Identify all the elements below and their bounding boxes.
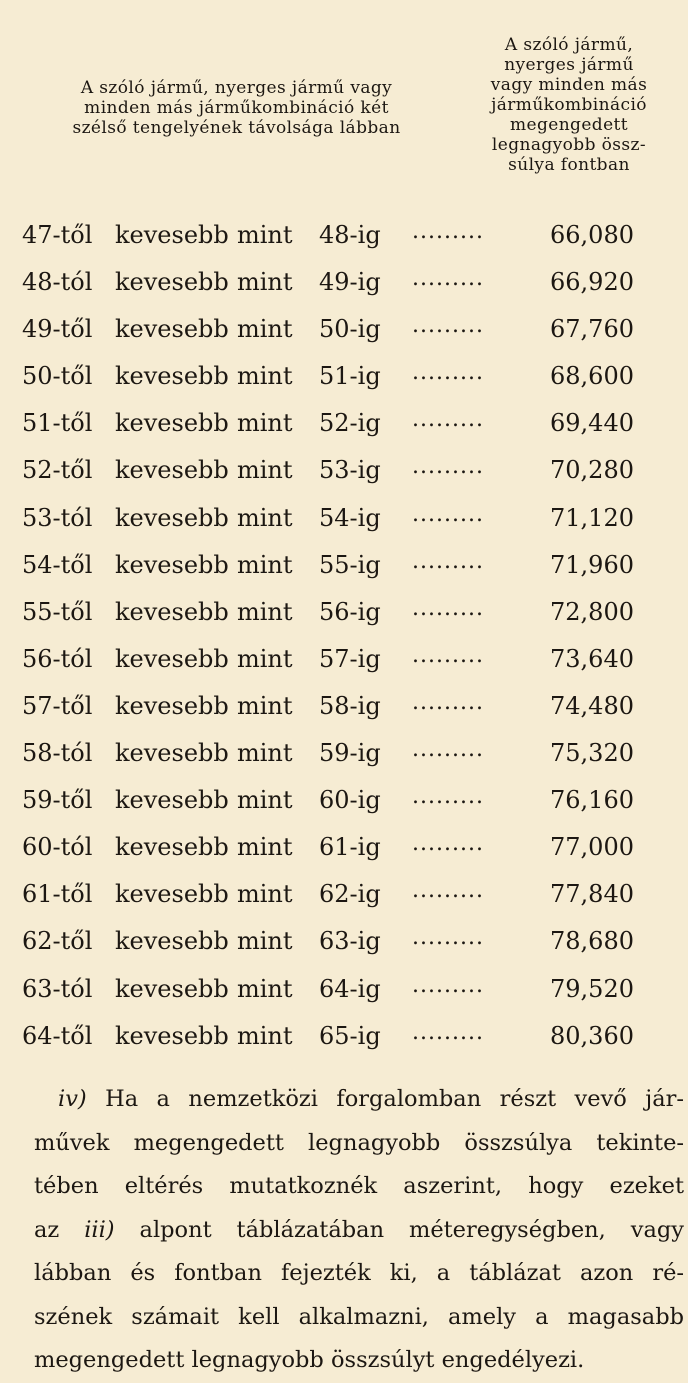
table-row — [22, 262, 672, 309]
range-from-cell: 53-tól — [22, 503, 93, 532]
leader-dots: ......... — [412, 831, 484, 857]
max-weight-cell: 80,360 — [550, 1021, 634, 1050]
leader-dots: ......... — [412, 407, 484, 433]
range-to-cell: 54-ig — [319, 503, 381, 532]
range-word-cell: kevesebb — [115, 644, 229, 673]
table-row — [22, 780, 672, 827]
range-to-cell: 49-ig — [319, 268, 381, 297]
range-word-cell: kevesebb — [115, 974, 229, 1003]
range-word-cell: mint — [237, 503, 293, 532]
range-to-cell: 50-ig — [319, 315, 381, 344]
range-from-cell: 49-től — [22, 315, 93, 344]
range-to-cell: 60-ig — [319, 786, 381, 815]
range-word-cell: mint — [237, 268, 293, 297]
range-from-cell: 60-tól — [22, 833, 93, 862]
range-from-cell: 61-től — [22, 880, 93, 909]
header-left-line: minden más járműkombináció két — [84, 98, 389, 118]
leader-dots: ......... — [412, 313, 484, 339]
range-word-cell: mint — [237, 927, 293, 956]
paragraph-line — [34, 1078, 684, 1122]
max-weight-cell: 66,920 — [550, 268, 634, 297]
range-word-cell: mint — [237, 456, 293, 485]
range-to-cell: 61-ig — [319, 833, 381, 862]
paragraph-line: lábban és fontban fejezték ki, a táblázat azon ré- — [34, 1260, 684, 1286]
table-row — [22, 592, 672, 639]
max-weight-cell: 77,840 — [550, 880, 634, 909]
range-word-cell: mint — [237, 221, 293, 249]
range-from-cell: 55-től — [22, 597, 93, 626]
paragraph-text: Ha a nemzetközi forgalomban részt vevő jár- — [105, 1086, 685, 1112]
range-word-cell: mint — [237, 739, 293, 768]
paragraph-line: művek megengedett legnagyobb összsúlya tekinte- — [34, 1129, 684, 1156]
table-row — [22, 686, 672, 733]
max-weight-cell: 78,680 — [550, 927, 634, 956]
max-weight-cell: 72,800 — [550, 597, 634, 626]
max-weight-cell: 77,000 — [550, 833, 634, 862]
range-to-cell: 56-ig — [319, 597, 381, 626]
header-right-line: legnagyobb össz- — [491, 135, 647, 155]
range-word-cell: kevesebb — [115, 597, 229, 626]
range-from-cell: 54-től — [22, 550, 93, 579]
range-word-cell: mint — [237, 880, 293, 909]
max-weight-cell: 71,960 — [550, 550, 634, 579]
max-weight-cell: 71,120 — [550, 503, 634, 532]
leader-dots: ......... — [412, 360, 484, 386]
range-to-cell: 64-ig — [319, 974, 381, 1003]
leader-dots: ......... — [412, 548, 484, 574]
leader-dots: ......... — [412, 454, 484, 480]
range-word-cell: kevesebb — [115, 739, 229, 768]
range-to-cell: 62-ig — [319, 880, 381, 909]
range-to-cell: 52-ig — [319, 409, 381, 438]
range-word-cell: kevesebb — [115, 409, 229, 438]
paragraph-iv — [34, 1078, 684, 1383]
range-word-cell: kevesebb — [115, 927, 229, 956]
range-from-cell: 50-től — [22, 362, 93, 391]
range-word-cell: kevesebb — [115, 362, 229, 391]
header-left-line: szélső tengelyének távolsága lábban — [72, 118, 401, 138]
table-row — [22, 733, 672, 780]
range-word-cell: kevesebb — [115, 315, 229, 344]
table-row — [22, 403, 672, 450]
max-weight-cell: 76,160 — [550, 786, 634, 815]
range-word-cell: mint — [237, 786, 293, 815]
leader-dots: ......... — [412, 595, 484, 621]
range-word-cell: kevesebb — [115, 268, 229, 297]
range-to-cell: 55-ig — [319, 550, 381, 579]
range-from-cell: 52-től — [22, 456, 93, 485]
table-row — [22, 309, 672, 356]
table-row — [22, 1016, 672, 1063]
range-word-cell: mint — [237, 597, 293, 626]
paragraph-text: alpont táblázatában méteregységben, vagy — [139, 1216, 684, 1243]
header-right-line: nyerges jármű — [504, 55, 634, 75]
range-word-cell: mint — [237, 1021, 293, 1050]
range-from-cell: 51-től — [22, 409, 93, 438]
range-from-cell: 47-től — [22, 221, 93, 249]
range-to-cell: 51-ig — [319, 362, 381, 391]
column-header-max-weight — [462, 35, 676, 175]
max-weight-cell: 74,480 — [550, 691, 634, 720]
header-right-line: megengedett — [509, 115, 629, 135]
table-row — [22, 969, 672, 1016]
range-word-cell: kevesebb — [115, 550, 229, 579]
range-to-cell: 57-ig — [319, 644, 381, 673]
paragraph-line — [34, 1209, 684, 1253]
leader-dots: ......... — [412, 642, 484, 668]
max-weight-cell: 69,440 — [550, 409, 634, 438]
range-word-cell: kevesebb — [115, 786, 229, 815]
table-row — [22, 356, 672, 403]
leader-dots: ......... — [412, 737, 484, 763]
range-word-cell: kevesebb — [115, 833, 229, 862]
range-word-cell: kevesebb — [115, 503, 229, 532]
range-to-cell: 48-ig — [319, 221, 381, 249]
paragraph-line: tében eltérés mutatkoznék aszerint, hogy ezeket — [34, 1173, 684, 1199]
table-row — [22, 639, 672, 686]
range-to-cell: 58-ig — [319, 691, 381, 720]
weight-table — [22, 215, 672, 1063]
range-word-cell: mint — [237, 362, 293, 391]
table-row — [22, 215, 672, 262]
range-word-cell: mint — [237, 409, 293, 438]
paragraph-line: megengedett legnagyobb összsúlyt engedélyezi. — [34, 1347, 585, 1373]
table-row — [22, 874, 672, 921]
leader-dots: ......... — [412, 266, 484, 292]
max-weight-cell: 73,640 — [550, 644, 634, 673]
leader-dots: ......... — [412, 878, 484, 904]
leader-dots: ......... — [412, 784, 484, 810]
range-word-cell: kevesebb — [115, 221, 229, 249]
range-to-cell: 63-ig — [319, 927, 381, 956]
range-word-cell: mint — [237, 315, 293, 344]
range-word-cell: kevesebb — [115, 691, 229, 720]
max-weight-cell: 70,280 — [550, 456, 634, 485]
range-word-cell: mint — [237, 550, 293, 579]
header-right-line: A szóló jármű, — [504, 35, 634, 55]
paragraph-reference: iii) — [84, 1216, 115, 1243]
range-word-cell: mint — [237, 691, 293, 720]
range-from-cell: 63-tól — [22, 974, 93, 1003]
range-from-cell: 56-tól — [22, 644, 93, 673]
table-row — [22, 450, 672, 497]
leader-dots: ......... — [412, 1019, 484, 1045]
header-right-line: súlya fontban — [508, 155, 630, 175]
table-row — [22, 921, 672, 968]
table-row — [22, 827, 672, 874]
header-right-line: vagy minden más — [490, 75, 648, 95]
range-to-cell: 65-ig — [319, 1021, 381, 1050]
leader-dots: ......... — [412, 219, 484, 244]
paragraph-line: szének számait kell alkalmazni, amely a magasabb — [34, 1303, 684, 1330]
paragraph-label: iv) — [58, 1086, 87, 1112]
range-to-cell: 59-ig — [319, 739, 381, 768]
max-weight-cell: 75,320 — [550, 739, 634, 768]
paragraph-text: az — [34, 1216, 60, 1243]
header-right-line: járműkombináció — [491, 95, 647, 115]
leader-dots: ......... — [412, 972, 484, 998]
range-word-cell: kevesebb — [115, 1021, 229, 1050]
range-to-cell: 53-ig — [319, 456, 381, 485]
range-from-cell: 57-től — [22, 691, 93, 720]
range-word-cell: mint — [237, 974, 293, 1003]
range-from-cell: 59-től — [22, 786, 93, 815]
range-word-cell: mint — [237, 644, 293, 673]
table-row — [22, 498, 672, 545]
range-from-cell: 48-tól — [22, 268, 93, 297]
max-weight-cell: 67,760 — [550, 315, 634, 344]
range-word-cell: kevesebb — [115, 456, 229, 485]
max-weight-cell: 79,520 — [550, 974, 634, 1003]
range-from-cell: 64-től — [22, 1021, 93, 1050]
leader-dots: ......... — [412, 501, 484, 527]
column-header-axle-distance — [24, 78, 449, 138]
range-from-cell: 58-tól — [22, 739, 93, 768]
range-word-cell: kevesebb — [115, 880, 229, 909]
range-from-cell: 62-től — [22, 927, 93, 956]
range-word-cell: mint — [237, 833, 293, 862]
header-left-line: A szóló jármű, nyerges jármű vagy — [80, 78, 393, 98]
max-weight-cell: 68,600 — [550, 362, 634, 391]
leader-dots: ......... — [412, 689, 484, 715]
table-row — [22, 545, 672, 592]
max-weight-cell: 66,080 — [550, 221, 634, 249]
leader-dots: ......... — [412, 925, 484, 951]
